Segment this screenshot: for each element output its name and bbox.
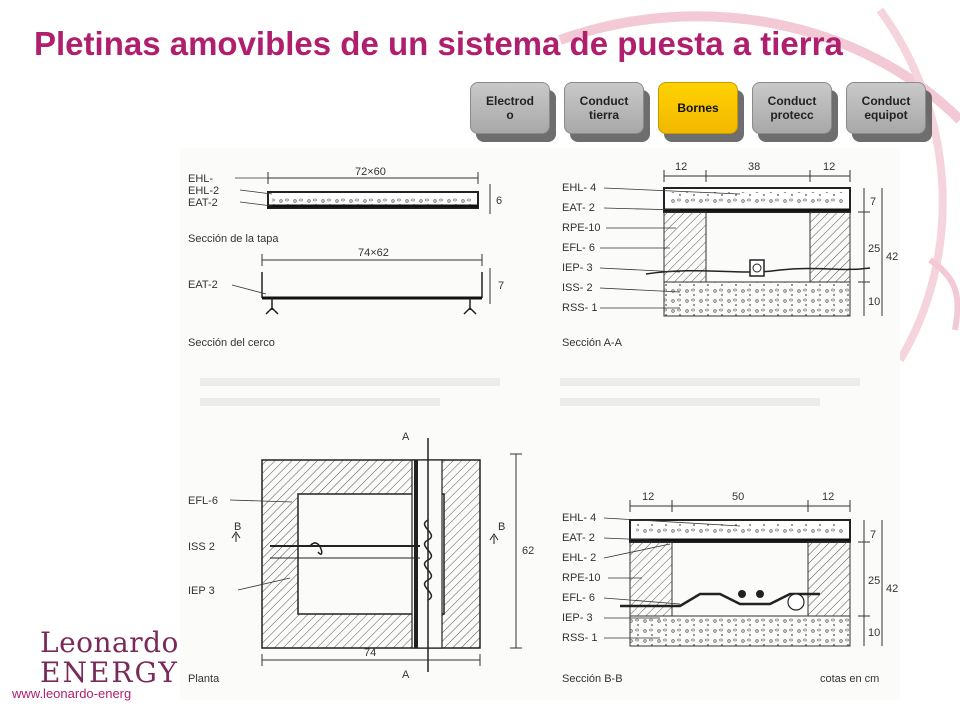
callout-label: ISS- 2 xyxy=(562,282,593,294)
slide-title: Pletinas amovibles de un sistema de puesta a tierra xyxy=(34,25,843,62)
dim-label: 6 xyxy=(496,195,503,207)
caption: Sección B-B xyxy=(562,673,623,685)
callout-label: EAT-2 xyxy=(188,197,218,209)
tab-label: o xyxy=(506,108,514,122)
dim-label: 50 xyxy=(732,491,745,503)
section-marker: A xyxy=(402,669,410,681)
tab-label: Bornes xyxy=(677,101,719,115)
dim-label: 12 xyxy=(675,161,688,173)
callout-label: EAT- 2 xyxy=(562,532,595,544)
tab-conduct-protecc[interactable] xyxy=(752,82,836,138)
tab-label: tierra xyxy=(588,108,620,122)
callout-label: EAT-2 xyxy=(188,279,218,291)
dim-label: 42 xyxy=(886,583,899,595)
logo-line2: ENERGY xyxy=(40,656,179,689)
tab-label: protecc xyxy=(770,108,814,122)
dim-label: 7 xyxy=(498,280,505,292)
dim-label: 7 xyxy=(870,529,877,541)
dim-label: 7 xyxy=(870,196,877,208)
leonardo-energy-logo xyxy=(40,626,179,689)
tab-bornes[interactable] xyxy=(658,82,742,138)
callout-label: EHL-2 xyxy=(188,185,220,197)
dim-label: 10 xyxy=(868,296,881,308)
callout-label: EHL- 2 xyxy=(562,552,597,564)
tab-label: Conduct xyxy=(579,94,629,108)
callout-label: RSS- 1 xyxy=(562,302,598,314)
tab-electrodo[interactable] xyxy=(470,82,554,138)
tab-label: Conduct xyxy=(861,94,911,108)
dim-label: 10 xyxy=(868,627,881,639)
tab-conduct-tierra[interactable] xyxy=(564,82,648,138)
tab-label: equipot xyxy=(864,108,908,122)
tab-label: Electrod xyxy=(485,94,534,108)
callout-label: IEP 3 xyxy=(188,585,215,597)
section-marker: B xyxy=(234,521,242,533)
tab-conduct-equipot[interactable] xyxy=(846,82,930,138)
caption: Sección A-A xyxy=(562,337,622,349)
dim-label: 12 xyxy=(823,161,836,173)
tab-label: Conduct xyxy=(767,94,817,108)
caption: Sección del cerco xyxy=(188,337,275,349)
dim-label: 42 xyxy=(886,251,899,263)
callout-label: RSS- 1 xyxy=(562,632,598,644)
callout-label: IEP- 3 xyxy=(562,262,593,274)
callout-label: RPE-10 xyxy=(562,572,601,584)
callout-label: RPE-10 xyxy=(562,222,601,234)
callout-label: EFL-6 xyxy=(188,495,218,507)
callout-label: IEP- 3 xyxy=(562,612,593,624)
caption: Sección de la tapa xyxy=(188,233,279,245)
dim-label: 62 xyxy=(522,545,535,557)
callout-label: ISS 2 xyxy=(188,541,215,553)
dim-label: 12 xyxy=(822,491,835,503)
technical-drawing xyxy=(180,148,900,700)
dim-label: 25 xyxy=(868,575,881,587)
dim-label: 25 xyxy=(868,243,881,255)
dim-label: 38 xyxy=(748,161,761,173)
callout-label: EFL- 6 xyxy=(562,592,596,604)
dim-label: 74×62 xyxy=(358,247,389,259)
dim-label: 12 xyxy=(642,491,655,503)
section-marker: A xyxy=(402,431,410,443)
callout-label: EHL- xyxy=(188,173,214,185)
caption: Planta xyxy=(188,673,220,685)
logo-line1: Leonardo xyxy=(40,626,179,659)
callout-label: EFL- 6 xyxy=(562,242,596,254)
section-marker: B xyxy=(498,521,506,533)
nav-tabs xyxy=(470,82,960,152)
callout-label: EAT- 2 xyxy=(562,202,595,214)
website-link[interactable]: www.leonardo-energ xyxy=(12,686,132,701)
dim-label: 74 xyxy=(364,647,377,659)
units-note: cotas en cm xyxy=(820,673,880,685)
dim-label: 72×60 xyxy=(355,166,386,178)
callout-label: EHL- 4 xyxy=(562,512,597,524)
callout-label: EHL- 4 xyxy=(562,182,597,194)
